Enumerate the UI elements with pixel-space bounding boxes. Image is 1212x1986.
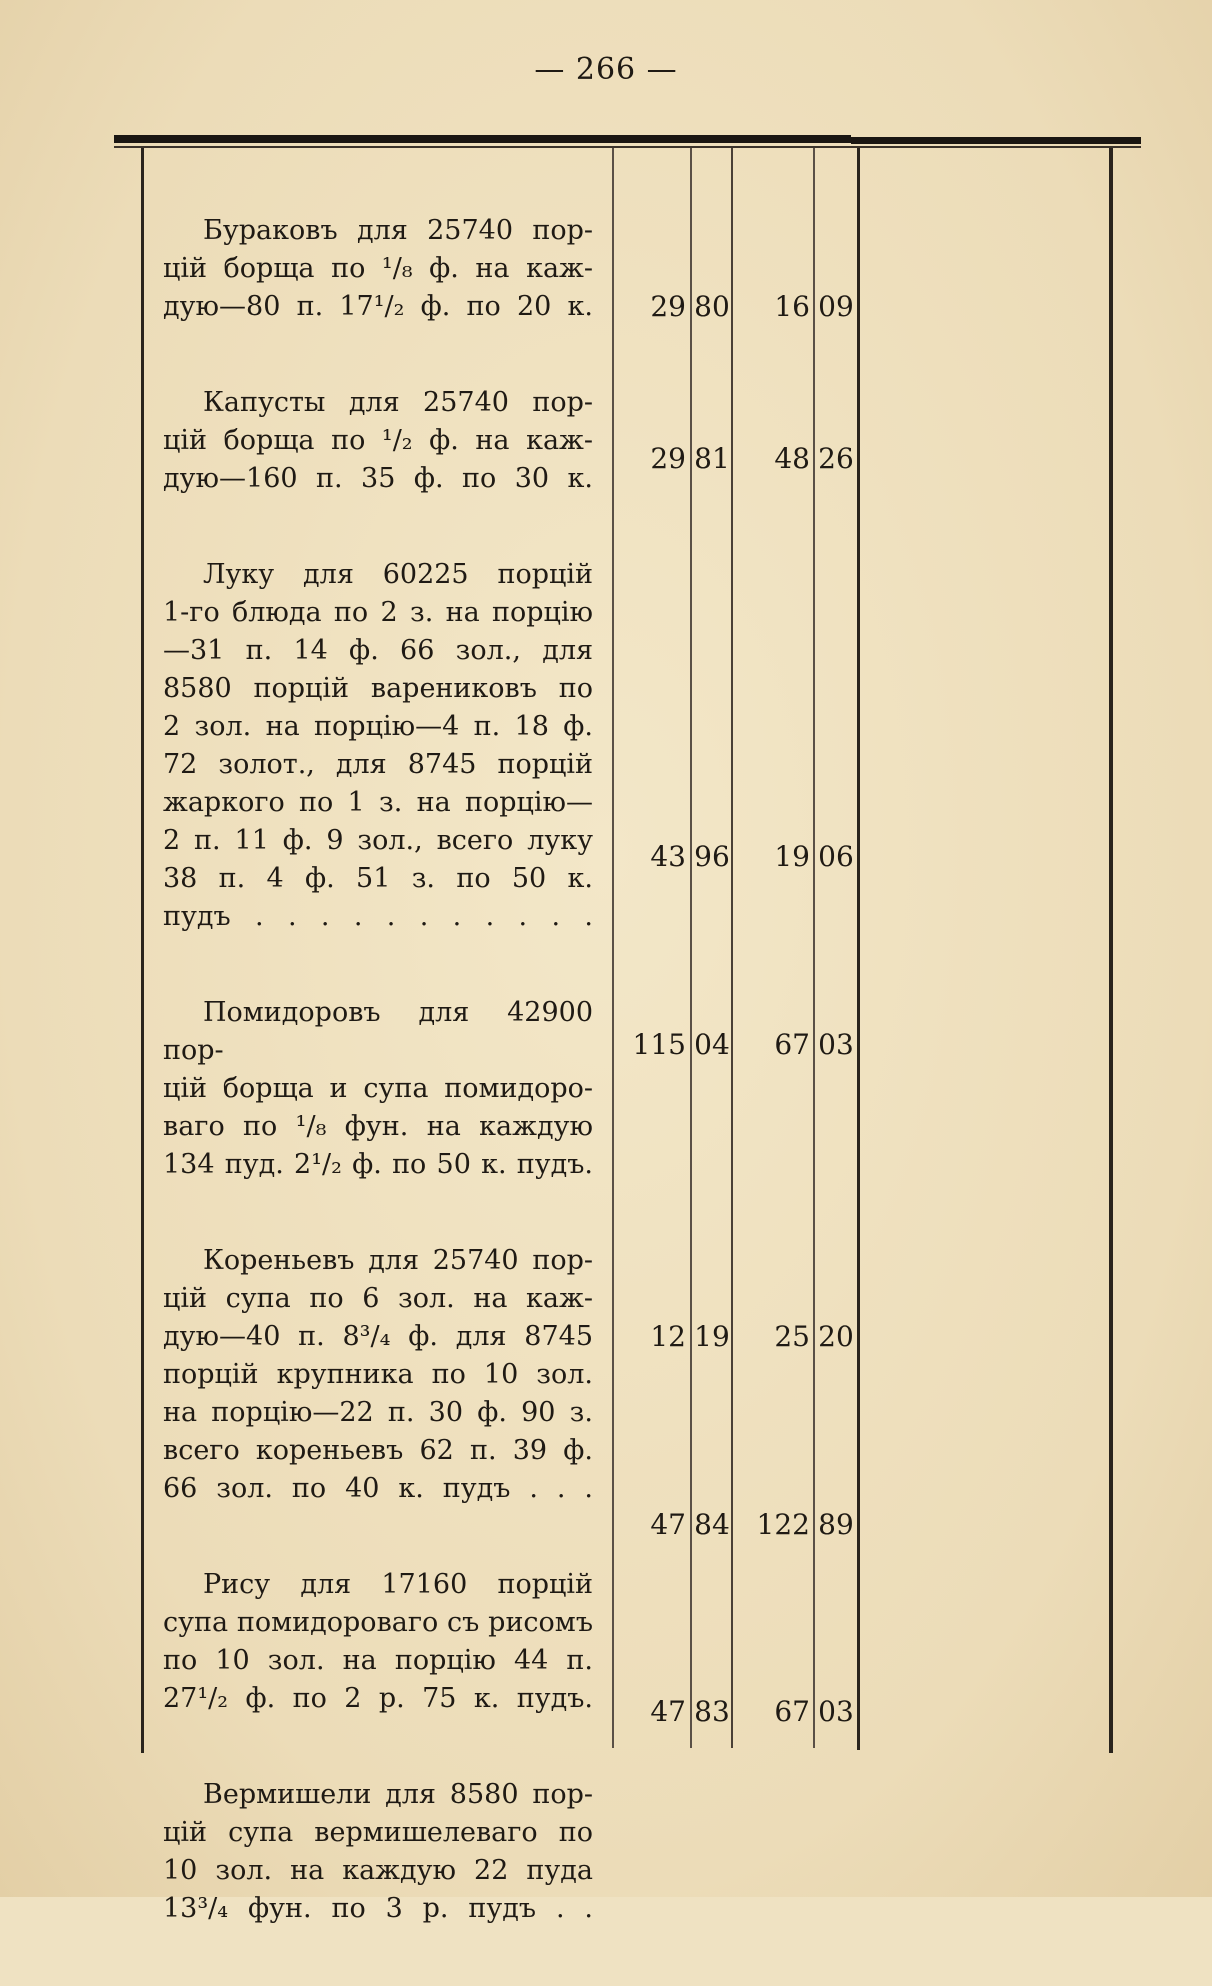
- entry-line: —31 п. 14 ф. 66 зол., для: [163, 635, 593, 666]
- column-border-left: [141, 148, 144, 1753]
- entry-line: 66 зол. по 40 к. пудъ . . .: [163, 1473, 593, 1504]
- amount-rub-col2: 67: [774, 1028, 810, 1061]
- entry-line: дую—80 п. 17¹/₂ ф. по 20 к.: [163, 291, 593, 322]
- amount-kop-col1: 04: [694, 1028, 730, 1061]
- entry-line: 27¹/₂ ф. по 2 р. 75 к. пудъ.: [163, 1683, 593, 1714]
- column-border-far-right: [1109, 148, 1113, 1753]
- amount-kop-col2: 03: [818, 1695, 854, 1728]
- entry-line: цій супа вермишелеваго по: [163, 1817, 593, 1848]
- amount-rub-col2: 19: [774, 840, 810, 873]
- header-rule-thick: [114, 135, 851, 143]
- entry-line: Кореньевъ для 25740 пор-: [203, 1245, 593, 1276]
- entry-line: жаркого по 1 з. на порцію—: [163, 787, 593, 818]
- amount-kop-col2: 03: [818, 1028, 854, 1061]
- amount-kop-col2: 26: [818, 442, 854, 475]
- entry-line: супа помидороваго съ рисомъ: [163, 1607, 593, 1638]
- entry-line: 13³/₄ фун. по 3 р. пудъ . .: [163, 1893, 593, 1924]
- amount-kop-col2: 89: [818, 1508, 854, 1541]
- entry-line: цій борща и супа помидоро-: [163, 1073, 593, 1104]
- entry-line: 1-го блюда по 2 з. на порцію: [163, 597, 593, 628]
- column-border-right: [857, 148, 860, 1750]
- amount-kop-col2: 06: [818, 840, 854, 873]
- header-rule-thin-right: [851, 146, 1141, 148]
- amount-rub-col2: 67: [774, 1695, 810, 1728]
- entry-vermicelli: [163, 1776, 593, 1928]
- entry-line: 134 пуд. 2¹/₂ ф. по 50 к. пудъ.: [163, 1149, 593, 1180]
- entry-line: Помидоровъ для 42900 пор-: [163, 997, 593, 1066]
- amount-rub-col1: 47: [650, 1695, 686, 1728]
- amount-rub-col2: 48: [774, 442, 810, 475]
- amount-rub-col2: 16: [774, 290, 810, 323]
- amount-kop-col1: 83: [694, 1695, 730, 1728]
- amount-kop-col1: 19: [694, 1320, 730, 1353]
- entry-line: ваго по ¹/₈ фун. на каждую: [163, 1111, 593, 1142]
- entry-line: цій борща по ¹/₈ ф. на каж-: [163, 253, 593, 284]
- entries-list: [163, 212, 593, 1986]
- entry-line: Капусты для 25740 пор-: [203, 387, 593, 418]
- amount-kop-col1: 96: [694, 840, 730, 873]
- entry-line: 38 п. 4 ф. 51 з. по 50 к.: [163, 863, 593, 894]
- entry-line: 2 зол. на порцію—4 п. 18 ф.: [163, 711, 593, 742]
- entry-rice: [163, 1566, 593, 1718]
- entry-line: на порцію—22 п. 30 ф. 90 з.: [163, 1397, 593, 1428]
- entry-roots: [163, 1242, 593, 1508]
- entry-line: 72 золот., для 8745 порцій: [163, 749, 593, 780]
- entry-line: Вермишели для 8580 пор-: [203, 1779, 593, 1810]
- entry-line: 2 п. 11 ф. 9 зол., всего луку: [163, 825, 593, 856]
- entry-line: Луку для 60225 порцій: [203, 559, 593, 590]
- entry-line: 10 зол. на каждую 22 пуда: [163, 1855, 593, 1886]
- entry-line: Рису для 17160 порцій: [203, 1569, 593, 1600]
- entry-beets: [163, 212, 593, 326]
- amount-rub-col1: 29: [650, 442, 686, 475]
- entry-line: дую—160 п. 35 ф. по 30 к.: [163, 463, 593, 494]
- amount-kop-col1: 84: [694, 1508, 730, 1541]
- entry-line: порцій крупника по 10 зол.: [163, 1359, 593, 1390]
- amount-rub-col1: 47: [650, 1508, 686, 1541]
- entry-line: цій супа по 6 зол. на каж-: [163, 1283, 593, 1314]
- amount-rub-col1: 43: [650, 840, 686, 873]
- amount-rub-col2: 25: [774, 1320, 810, 1353]
- entry-cabbage: [163, 384, 593, 498]
- entry-tomatoes: [163, 994, 593, 1184]
- entry-line: всего кореньевъ 62 п. 39 ф.: [163, 1435, 593, 1466]
- amount-rub-col1: 115: [632, 1028, 686, 1061]
- entry-line: пудъ . . . . . . . . . . .: [163, 901, 593, 932]
- page-number: — 266 —: [534, 52, 678, 87]
- column-border-rub2: [731, 148, 733, 1748]
- column-border-kop2: [813, 148, 815, 1748]
- entry-line: по 10 зол. на порцію 44 п.: [163, 1645, 593, 1676]
- amount-kop-col2: 20: [818, 1320, 854, 1353]
- header-rule-right: [851, 137, 1141, 144]
- entry-line: Бураковъ для 25740 пор-: [203, 215, 593, 246]
- header-rule-thin: [114, 146, 851, 148]
- amount-kop-col2: 09: [818, 290, 854, 323]
- amount-rub-col1: 29: [650, 290, 686, 323]
- column-border-kop1: [690, 148, 692, 1748]
- amount-rub-col2: 122: [756, 1508, 810, 1541]
- entry-line: цій борща по ¹/₂ ф. на каж-: [163, 425, 593, 456]
- amount-kop-col1: 81: [694, 442, 730, 475]
- entry-onion: [163, 556, 593, 936]
- amount-rub-col1: 12: [650, 1320, 686, 1353]
- amount-kop-col1: 80: [694, 290, 730, 323]
- entry-line: дую—40 п. 8³/₄ ф. для 8745: [163, 1321, 593, 1352]
- entry-line: 8580 порцій варениковъ по: [163, 673, 593, 704]
